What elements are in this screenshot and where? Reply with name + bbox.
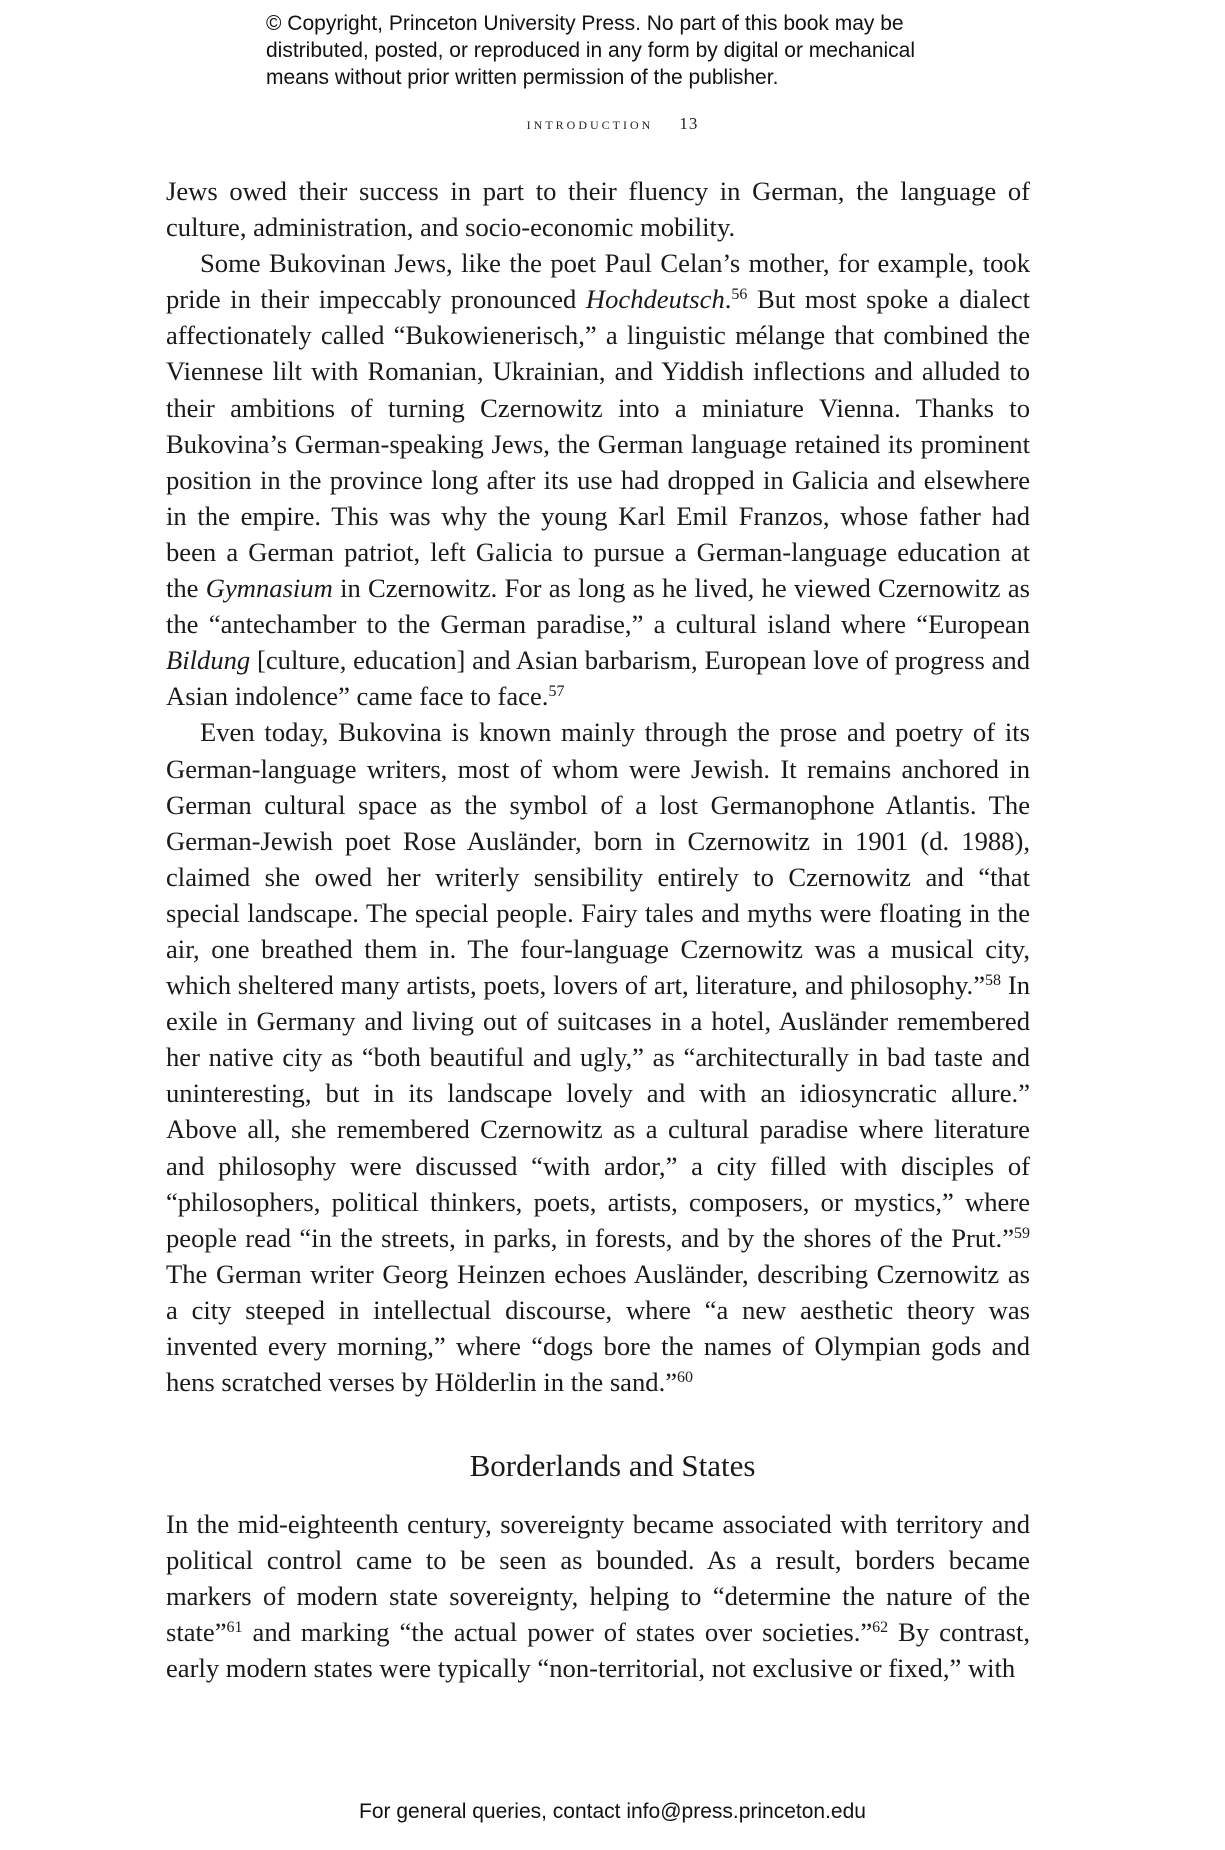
paragraph (166, 1506, 1030, 1686)
page-number: 13 (679, 114, 699, 133)
footnote-ref: 57 (548, 683, 565, 701)
paragraph-text: Jews owed their success in part to their fluency in German, the language of culture, administration, and socio-economic mobility. (166, 176, 1030, 243)
copyright-line: © Copyright, Princeton University Press. No part of this book may be (266, 12, 904, 35)
paragraph (166, 173, 1030, 245)
text-run: In exile in Germany and living out of suitcases in a hotel, Ausländer remembered her native city as “both beautiful and ugly,” as “architecturally in bad taste and uninteresting, but in its landscape lovely and with an idiosyncratic allure.” Above all, she remembered Czernowitz as a cultural paradise where literature and philosophy were discussed “with ardor,” a city filled with disciples of “philosophers, political thinkers, poets, artists, composers, or mystics,” where people read “in the streets, in parks, in forests, and by the shores of the Prut.” (166, 970, 1030, 1253)
text-run: Some Bukovinan Jews, like the poet Paul Celan’s mother, for example, took pride in their impeccably pronounced (166, 248, 1030, 315)
body-text (166, 1506, 1030, 1686)
text-run: The German writer Georg Heinzen echoes Ausländer, describing Czernowitz as a city steeped in intellectual discourse, where “a new aesthetic theory was invented every morning,” where “dogs bore the names of Olympian gods and hens scratched verses by Hölderlin in the sand.” (166, 1258, 1030, 1398)
text-run: By contrast, early modern states were typically “non-territorial, not exclusive or fixed,” with (166, 1617, 1031, 1684)
body-text (166, 173, 1030, 1400)
footnote-ref: 61 (226, 1619, 243, 1637)
text-run: . (724, 284, 732, 315)
paragraph (166, 714, 1030, 1400)
footnote-ref: 58 (985, 972, 1002, 990)
text-run: But most spoke a dialect affectionately called “Bukowienerisch,” a linguistic mélange that combined the Viennese lilt with Romanian, Ukrainian, and Yiddish inflections and alluded to their ambitions of turning Czernowitz into a miniature Vienna. Thanks to Bukovina’s German-speaking Jews, the German language retained its prominent position in the province long after its use had dropped in Galicia and elsewhere in the empire. This was why the young Karl Emil Franzos, whose father had been a German patriot, left Galicia to pursue a German-language education at the (166, 284, 1030, 604)
footnote-ref: 60 (677, 1369, 694, 1387)
text-run: [culture, education] and Asian barbarism, European love of progress and Asian indolence” came face to face. (166, 645, 1030, 712)
copyright-line: means without prior written permission of the publisher. (266, 66, 779, 89)
text-run: in Czernowitz. For as long as he lived, he viewed Czernowitz as the “antechamber to the German paradise,” a cultural island where “European (166, 573, 1031, 640)
footer-notice: For general queries, contact info@press.princeton.edu (359, 1800, 866, 1823)
italic-term: Bildung (166, 645, 251, 676)
paragraph (166, 245, 1030, 714)
footnote-ref: 62 (872, 1619, 889, 1637)
italic-term: Gymnasium (205, 573, 333, 604)
text-run: In the mid-eighteenth century, sovereignty became associated with territory and political control came to be seen as bounded. As a result, borders became markers of modern state sovereignty, helping to “determine the nature of the state” (166, 1509, 1030, 1648)
copyright-line: distributed, posted, or reproduced in any form by digital or mechanical (266, 39, 916, 62)
running-head-title: introduction (526, 114, 654, 133)
text-run: and marking “the actual power of states over societies.” (242, 1617, 873, 1648)
footnote-ref: 56 (731, 286, 748, 304)
text-run: Even today, Bukovina is known mainly through the prose and poetry of its German-language writers, most of whom were Jewish. It remains anchored in German cultural space as the symbol of a lost Germanophone Atlantis. The German-Jewish poet Rose Ausländer, born in Czernowitz in 1901 (d. 1988), claimed she owed her writerly sensibility entirely to Czernowitz and “that special landscape. The special people. Fairy tales and myths were floating in the air, one breathed them in. The four-language Czernowitz was a musical city, which sheltered many artists, poets, lovers of art, literature, and philosophy.” (166, 717, 1030, 1001)
italic-term: Hochdeutsch (585, 284, 725, 315)
copyright-notice (266, 10, 986, 91)
running-head (0, 114, 1225, 134)
section-heading: Borderlands and States (469, 1448, 756, 1483)
footnote-ref: 59 (1014, 1224, 1030, 1242)
